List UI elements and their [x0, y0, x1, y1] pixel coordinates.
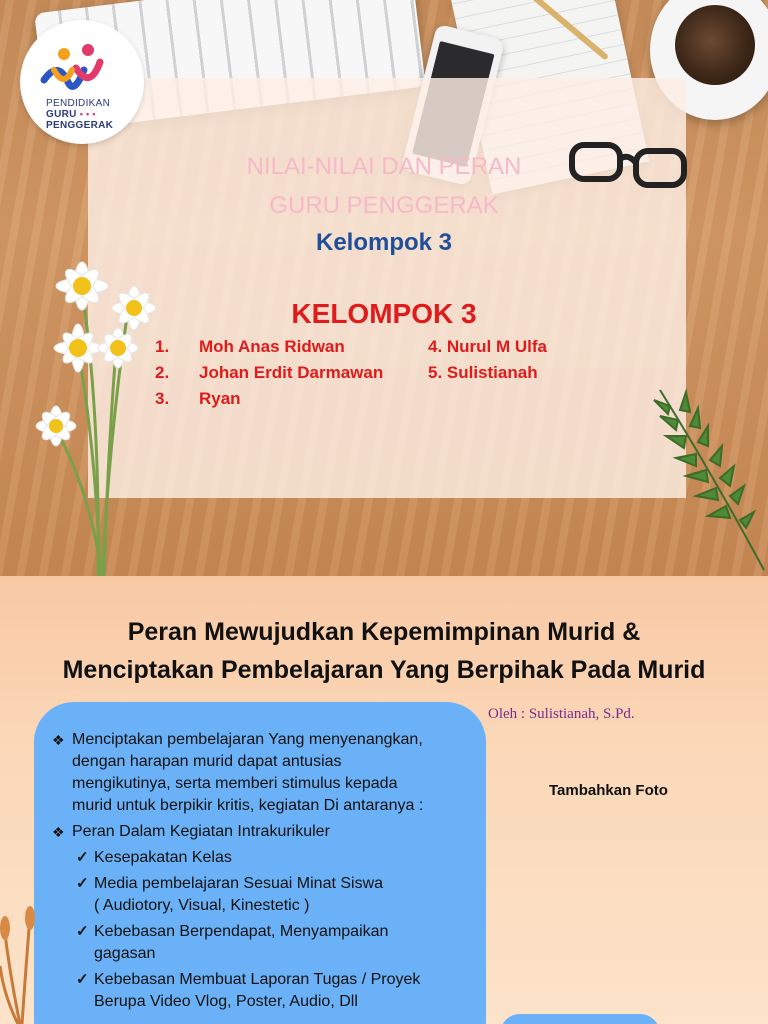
- dried-grass-image: [0, 906, 40, 1024]
- slide1-heading: KELOMPOK 3: [291, 298, 477, 329]
- slide1-subtitle: Kelompok 3: [315, 229, 453, 256]
- checkmark-icon: ✓: [76, 971, 89, 988]
- diamond-bullet-icon: ❖: [52, 732, 65, 748]
- slide1-title-line-2: GURU PENGGERAK: [269, 192, 499, 219]
- author-credit: Oleh : Sulistianah, S.Pd.: [488, 706, 635, 722]
- slide2-title-line-2: Menciptakan Pembelajaran Yang Berpihak Pada Murid: [62, 656, 706, 684]
- member-1-name: Moh Anas Ridwan: [199, 337, 345, 356]
- check-item: ✓ Media pembelajaran Sesuai Minat Siswa ( Audiotory, Visual, Kinestetic ): [76, 875, 384, 914]
- logo-line-3: PENGGERAK: [46, 120, 114, 131]
- bullet-item: ❖ Menciptakan pembelajaran Yang menyenangkan, dengan harapan murid dapat antusias mengikutinya, serta memberi stimulus kepada murid untuk berpikir kritis, kegiatan Di antaranya :: [52, 731, 424, 814]
- member-4: 4. Nurul M Ulfa: [428, 337, 548, 356]
- member-3: 3.: [155, 389, 170, 408]
- member-2-name: Johan Erdit Darmawan: [199, 363, 384, 382]
- logo-dots: • • •: [79, 109, 96, 119]
- logo-line-2: GURU: [46, 109, 77, 120]
- logo: [20, 20, 144, 144]
- slide-2: [0, 576, 768, 1024]
- checkmark-icon: ✓: [76, 849, 89, 866]
- logo-text: [46, 98, 113, 131]
- photo-placeholder[interactable]: Tambahkan Foto: [549, 782, 668, 799]
- check-item: ✓ Kebebasan Membuat Laporan Tugas / Proyek Berupa Video Vlog, Poster, Audio, Dll: [76, 971, 421, 1010]
- member-5: 5. Sulistianah: [428, 363, 538, 382]
- checkmark-icon: ✓: [76, 923, 89, 940]
- photo-box: [500, 1014, 660, 1024]
- member-1: 1.: [155, 337, 170, 356]
- daisy-flowers-image: [20, 250, 180, 576]
- diamond-bullet-icon: ❖: [52, 824, 65, 840]
- slide1-title-line-1: NILAI-NILAI DAN PERAN: [246, 153, 522, 180]
- bullet-list: [52, 729, 482, 1017]
- logo-line-1: PENDIDIKAN: [46, 98, 111, 109]
- check-item: ✓ Kebebasan Berpendapat, Menyampaikan gagasan: [76, 923, 389, 962]
- fern-leaf-image: [640, 380, 768, 576]
- checkmark-icon: ✓: [76, 875, 89, 892]
- slide2-title-line-1: Peran Mewujudkan Kepemimpinan Murid &: [127, 618, 641, 646]
- bullet-item: ❖ Peran Dalam Kegiatan Intrakurikuler: [52, 821, 482, 843]
- member-3-name: Ryan: [199, 389, 241, 408]
- member-2: 2.: [155, 363, 170, 382]
- check-item: ✓ Kesepakatan Kelas: [52, 847, 482, 869]
